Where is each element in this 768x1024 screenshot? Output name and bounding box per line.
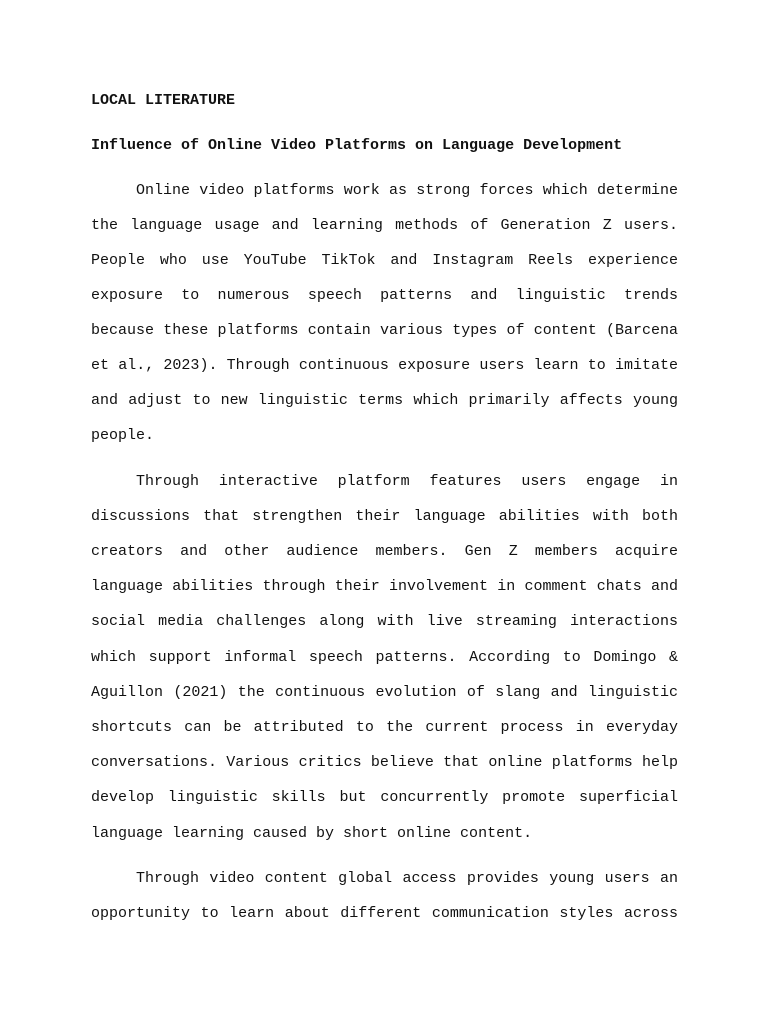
paragraph-line: Aguillon (2021) the continuous evolution of slang and linguistic <box>91 684 678 701</box>
paragraph-line: conversations. Various critics believe that online platforms help <box>91 754 678 771</box>
paragraph-line: Through video content global access provides young users an <box>136 870 678 887</box>
section-heading: LOCAL LITERATURE <box>91 92 236 109</box>
paragraph-line: People who use YouTube TikTok and Instagram Reels experience <box>91 252 678 269</box>
paragraph-line: people. <box>91 427 155 444</box>
paragraph-line: which support informal speech patterns. According to Domingo & <box>91 649 678 666</box>
paragraph-line: because these platforms contain various types of content (Barcena <box>91 322 678 339</box>
paragraph-line: Online video platforms work as strong forces which determine <box>136 182 678 199</box>
paragraph-line: language abilities through their involvement in comment chats and <box>91 578 678 595</box>
paragraph-line: creators and other audience members. Gen Z members acquire <box>91 543 678 560</box>
paragraph-line: discussions that strengthen their language abilities with both <box>91 508 678 525</box>
paragraph-line: language learning caused by short online content. <box>91 825 533 842</box>
paragraph-line: shortcuts can be attributed to the current process in everyday <box>91 719 678 736</box>
subsection-heading: Influence of Online Video Platforms on Language Development <box>91 137 623 154</box>
paragraph-line: social media challenges along with live streaming interactions <box>91 613 678 630</box>
paragraph-line: et al., 2023). Through continuous exposure users learn to imitate <box>91 357 678 374</box>
paragraph-line: and adjust to new linguistic terms which primarily affects young <box>91 392 678 409</box>
paragraph-line: opportunity to learn about different communication styles across <box>91 905 678 922</box>
paragraph-line: the language usage and learning methods of Generation Z users. <box>91 217 678 234</box>
paragraph-line: develop linguistic skills but concurrently promote superficial <box>91 789 678 806</box>
paragraph-line: Through interactive platform features users engage in <box>136 473 678 490</box>
paragraph-line: exposure to numerous speech patterns and linguistic trends <box>91 287 678 304</box>
